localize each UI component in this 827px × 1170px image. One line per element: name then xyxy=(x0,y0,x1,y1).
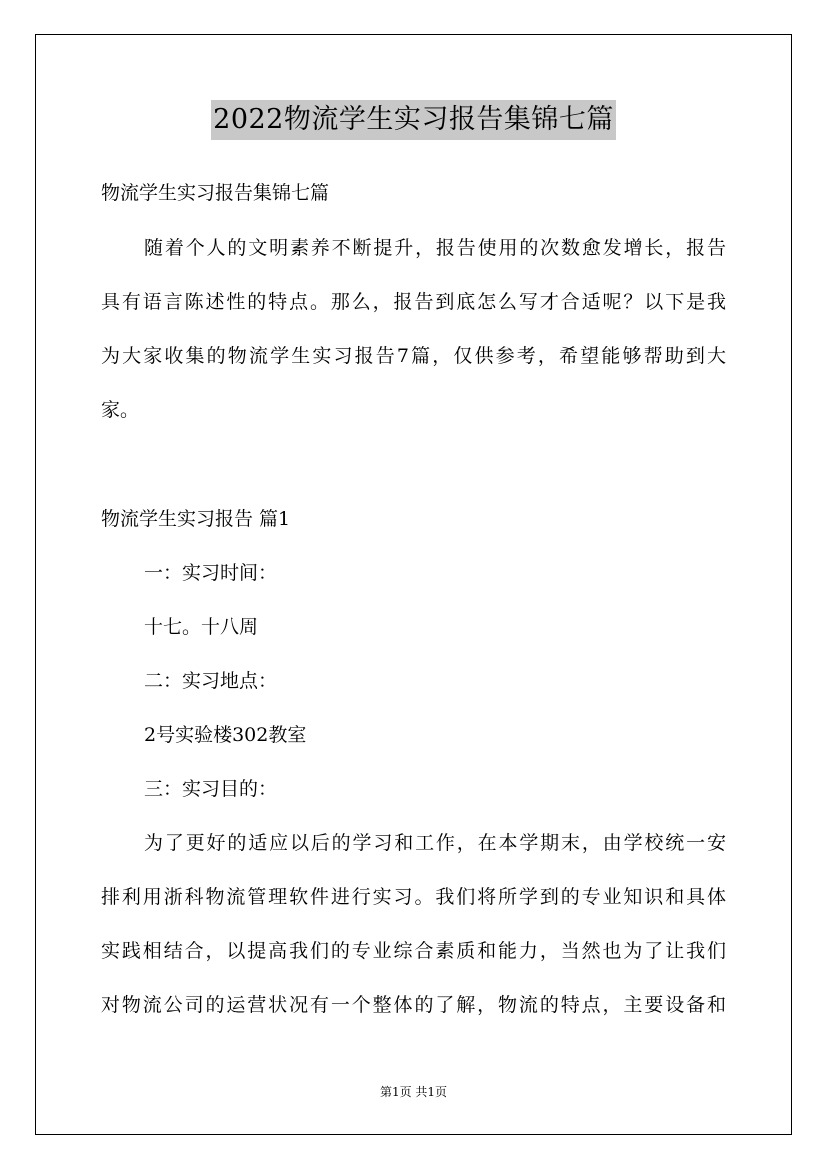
item-place-label: 二：实习地点： xyxy=(144,670,278,692)
document-title: 2022物流学生实习报告集锦七篇 xyxy=(211,100,616,140)
item-time-label: 一：实习时间： xyxy=(144,562,278,584)
section-heading: 物流学生实习报告 篇1 xyxy=(101,508,291,530)
page-number-footer: 第1页 共1页 xyxy=(379,1085,448,1099)
title-container xyxy=(0,100,827,140)
purpose-line-2: 排利用浙科物流管理软件进行实习。我们将所学到的专业知识和具体 xyxy=(101,886,726,908)
intro-line-3: 为大家收集的物流学生实习报告7篇，仅供参考，希望能够帮助到大 xyxy=(101,345,726,367)
purpose-line-4: 对物流公司的运营状况有一个整体的了解，物流的特点，主要设备和 xyxy=(101,994,726,1016)
purpose-line-1: 为了更好的适应以后的学习和工作，在本学期末，由学校统一安 xyxy=(144,832,726,854)
purpose-line-3: 实践相结合，以提高我们的专业综合素质和能力，当然也为了让我们 xyxy=(101,940,726,962)
item-time-value: 十七。十八周 xyxy=(144,616,259,638)
document-subtitle: 物流学生实习报告集锦七篇 xyxy=(101,182,330,204)
item-purpose-label: 三：实习目的： xyxy=(144,778,278,800)
intro-line-4: 家。 xyxy=(101,399,140,421)
intro-line-2: 具有语言陈述性的特点。那么，报告到底怎么写才合适呢？以下是我 xyxy=(101,291,726,313)
intro-line-1: 随着个人的文明素养不断提升，报告使用的次数愈发增长，报告 xyxy=(144,237,726,259)
item-place-value: 2号实验楼302教室 xyxy=(144,724,307,746)
